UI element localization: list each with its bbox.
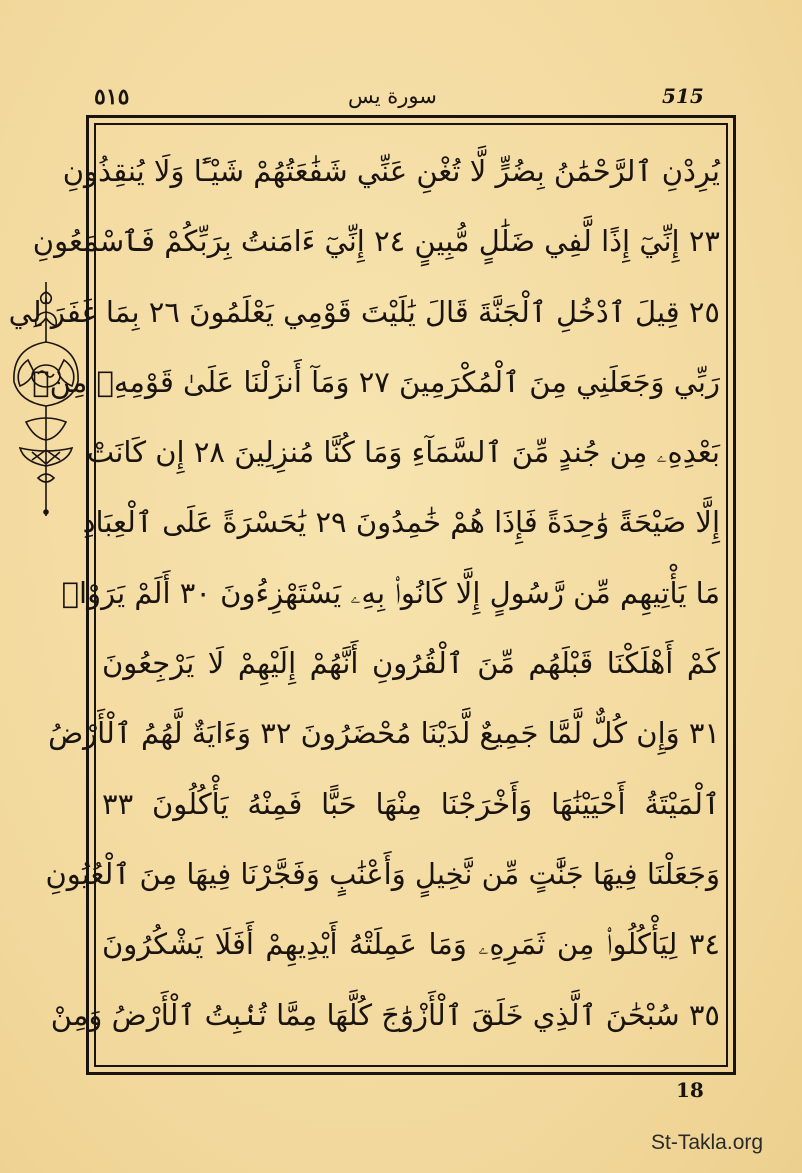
footer-page-number: 18 xyxy=(676,1078,704,1102)
quran-text-block xyxy=(8,140,720,1054)
text-line: ٣١ وَإِن كُلٌّ لَّمَّا جَمِيعٌ لَّدَيْنَا مُحْضَرُونَ ٣٢ وَءَايَةٌ لَّهُمُ ٱلْأَرْضُ xyxy=(48,716,720,751)
text-line: إِلَّا صَيْحَةً وَٰحِدَةً فَإِذَا هُمْ خَٰمِدُونَ ٢٩ يَٰحَسْرَةً عَلَى ٱلْعِبَادِ xyxy=(82,505,720,540)
sura-title: سورة يس xyxy=(348,84,437,108)
page-number-latin: 515 xyxy=(662,84,704,108)
text-line: ٢٥ قِيلَ ٱدْخُلِ ٱلْجَنَّةَ قَالَ يَٰلَيْتَ قَوْمِي يَعْلَمُونَ ٢٦ بِمَا غَفَرَ لِي xyxy=(8,294,720,329)
text-line: ٣٥ سُبْحَٰنَ ٱلَّذِي خَلَقَ ٱلْأَزْوَٰجَ كُلَّهَا مِمَّا تُنۢبِتُ ٱلْأَرْضُ وَمِنْ xyxy=(50,997,720,1032)
text-line: رَبِّي وَجَعَلَنِي مِنَ ٱلْمُكْرَمِينَ ٢٧ وَمَآ أَنزَلْنَا عَلَىٰ قَوْمِهِۦ مِنۢ xyxy=(32,364,720,399)
watermark: St-Takla.org xyxy=(651,1131,764,1154)
text-line: ٢٣ إِنِّيٓ إِذًا لَّفِي ضَلَٰلٍ مُّبِينٍ ٢٤ إِنِّيٓ ءَامَنتُ بِرَبِّكُمْ فَٱسْمَعُونِ xyxy=(32,224,720,259)
text-line: ٣٤ لِيَأْكُلُوا۟ مِن ثَمَرِهِۦ وَمَا عَمِلَتْهُ أَيْدِيهِمْ أَفَلَا يَشْكُرُونَ xyxy=(102,927,720,962)
text-line: مَا يَأْتِيهِم مِّن رَّسُولٍ إِلَّا كَانُوا۟ بِهِۦ يَسْتَهْزِءُونَ ٣٠ أَلَمْ يَرَوْا۟ xyxy=(61,575,720,610)
text-line: بَعْدِهِۦ مِن جُندٍ مِّنَ ٱلسَّمَآءِ وَمَا كُنَّا مُنزِلِينَ ٢٨ إِن كَانَتْ xyxy=(86,435,720,470)
text-line: يُرِدْنِ ٱلرَّحْمَٰنُ بِضُرٍّ لَّا تُغْنِ عَنِّي شَفَٰعَتُهُمْ شَيْـًٔا وَلَا يُنقِذُونِ xyxy=(62,154,720,188)
text-line: ٱلْمَيْتَةُ أَحْيَيْنَٰهَا وَأَخْرَجْنَا مِنْهَا حَبًّا فَمِنْهُ يَأْكُلُونَ ٣٣ xyxy=(102,786,720,821)
floral-ornament-icon xyxy=(8,282,84,522)
text-line: كَمْ أَهْلَكْنَا قَبْلَهُم مِّنَ ٱلْقُرُونِ أَنَّهُمْ إِلَيْهِمْ لَا يَرْجِعُونَ xyxy=(102,646,720,681)
text-line: وَجَعَلْنَا فِيهَا جَنَّٰتٍ مِّن نَّخِيلٍ وَأَعْنَٰبٍ وَفَجَّرْنَا فِيهَا مِنَ ٱلْعُيُونِ xyxy=(45,856,720,891)
page-number-arabic: ٥١٥ xyxy=(94,84,130,110)
